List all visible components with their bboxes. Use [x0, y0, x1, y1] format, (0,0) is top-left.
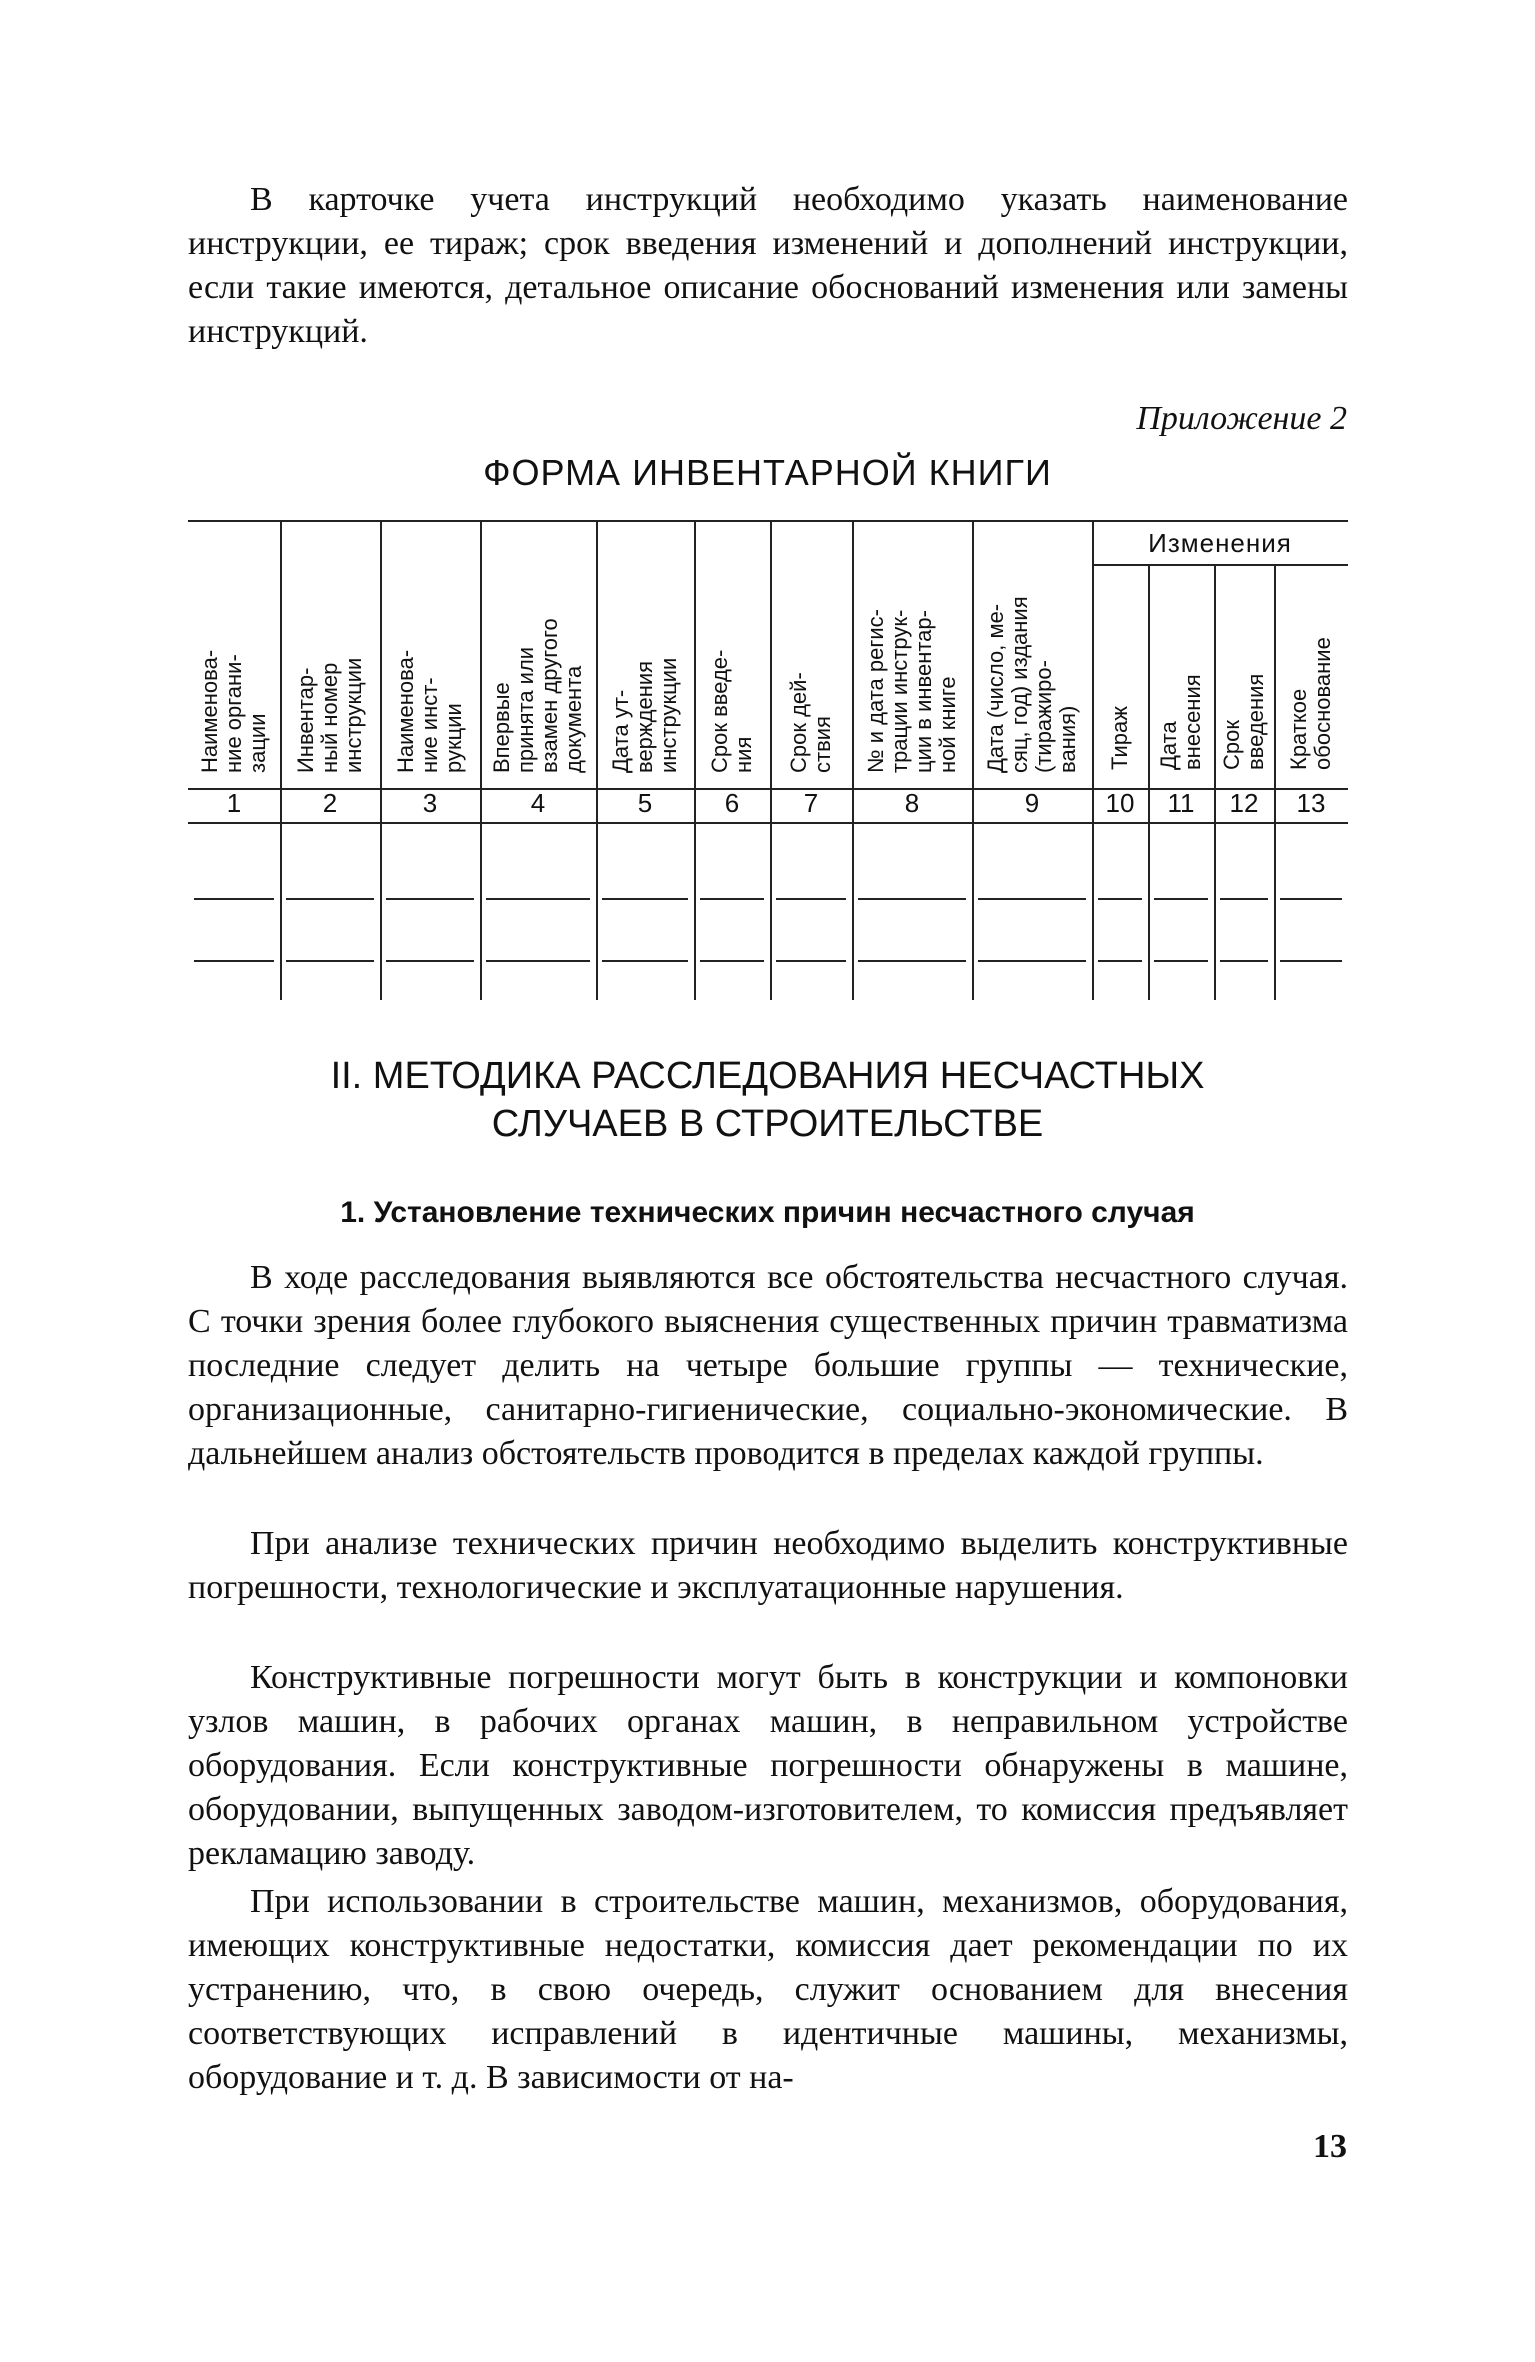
header-label: № и дата регис- трации инструк- ции в инвентар- ной книге — [863, 609, 960, 773]
blank-row-dash — [1098, 898, 1142, 900]
group-header-changes: Изменения — [1148, 528, 1292, 558]
blank-row-dash — [1220, 960, 1268, 962]
blank-row-dash — [386, 898, 474, 900]
header-label: Срок введения — [1219, 673, 1268, 770]
intro-paragraph: В карточке учета инструкций необходимо указать наименование инструкции, ее тираж; срок введения изменений и дополнений инструкции, если такие имеются, детальное описание обоснований изменения или замены инструкций. — [188, 181, 1348, 350]
header-label: Срок введе- ния — [707, 649, 756, 773]
blank-row-dash — [1154, 960, 1208, 962]
header-label: Тираж — [1107, 706, 1132, 770]
body-paragraph-3: Конструктивные погрешности могут быть в конструкции и компоновки узлов машин, в рабочих органах машин, в неправильном устройстве оборудования. Если конструктивные погрешности обнаружены в машине, оборудовании, выпущенных заводом-изготовителем, то комиссия предъявляет рекламацию заводу. — [188, 1659, 1348, 1872]
header-label: Дата ут- верждения инструкции — [608, 657, 681, 773]
section-title-line-1: II. МЕТОДИКА РАССЛЕДОВАНИЯ НЕСЧАСТНЫХ — [330, 1055, 1205, 1097]
section-title-line-2: СЛУЧАЕВ В СТРОИТЕЛЬСТВЕ — [491, 1103, 1044, 1145]
appendix-label: Приложение 2 — [1136, 400, 1347, 437]
inventory-book-table — [188, 520, 1348, 1000]
blank-row-dash — [286, 960, 374, 962]
blank-row-dash — [978, 898, 1086, 900]
header-label: Дата внесения — [1156, 674, 1205, 770]
column-number: 2 — [322, 788, 338, 818]
column-number: 13 — [1296, 788, 1326, 818]
column-number: 9 — [1024, 788, 1040, 818]
body-paragraph-4: При использовании в строительстве машин, механизмов, оборудования, имеющих конструктивные недостатки, комиссия дает рекомендации по их устранению, что, в свою очередь, служит основанием для внесения соответствующих исправлений в идентичные машины, механизмы, оборудование и т. д. В зависимости от на- — [188, 1883, 1348, 2096]
header-label: Наименова- ние инст- рукции — [393, 649, 466, 773]
subsection-title: 1. Установление технических причин несчастного случая — [340, 1196, 1195, 1229]
body-paragraph-2: При анализе технических причин необходимо выделить конструктивные погрешности, технологические и эксплуатационные нарушения. — [188, 1525, 1348, 1606]
header-cell — [972, 522, 1092, 774]
page-number: 13 — [1313, 2128, 1347, 2165]
column-number: 6 — [724, 788, 740, 818]
header-cell — [480, 522, 596, 774]
column-number: 7 — [803, 788, 819, 818]
header-cell — [852, 522, 972, 774]
header-label: Впервые принята или взамен другого документа — [489, 618, 586, 773]
header-cell — [380, 522, 480, 774]
section-title — [0, 1052, 1535, 1148]
column-number: 8 — [904, 788, 920, 818]
blank-row-dash — [602, 960, 688, 962]
column-number: 1 — [226, 788, 242, 818]
header-cell — [1148, 566, 1214, 774]
header-label: Наименова- ние органи- зации — [197, 649, 270, 773]
blank-row-dash — [776, 898, 846, 900]
blank-row-dash — [858, 960, 966, 962]
blank-row-dash — [1154, 898, 1208, 900]
blank-row-dash — [1098, 960, 1142, 962]
header-label: Инвентар- ный номер инструкции — [293, 657, 366, 773]
column-number: 3 — [422, 788, 438, 818]
column-number: 4 — [530, 788, 546, 818]
blank-row-dash — [700, 898, 764, 900]
blank-row-dash — [1220, 898, 1268, 900]
header-cell — [1092, 566, 1148, 774]
column-number: 11 — [1167, 788, 1195, 818]
blank-row-dash — [194, 960, 274, 962]
body-paragraph-1: В ходе расследования выявляются все обстоятельства несчастного случая. С точки зрения более глубокого выяснения существенных причин травматизма последние следует делить на четыре большие группы — технические, организационные, санитарно-гигиенические, социально-экономические. В дальнейшем анализ обстоятельств проводится в пределах каждой группы. — [188, 1259, 1348, 1472]
blank-row-dash — [486, 960, 590, 962]
blank-row-dash — [700, 960, 764, 962]
header-cell — [1274, 566, 1348, 774]
header-label: Дата (число, ме- сяц, год) издания (тиражиро- вания) — [983, 596, 1080, 773]
column-number: 10 — [1105, 788, 1135, 818]
header-cell — [770, 522, 852, 774]
blank-row-dash — [386, 960, 474, 962]
form-title: ФОРМА ИНВЕНТАРНОЙ КНИГИ — [483, 452, 1052, 493]
blank-row-dash — [194, 898, 274, 900]
column-number: 5 — [637, 788, 653, 818]
header-cell — [596, 522, 694, 774]
header-label: Срок дей- ствия — [786, 672, 835, 773]
blank-row-dash — [602, 898, 688, 900]
header-cell — [188, 522, 280, 774]
blank-row-dash — [286, 898, 374, 900]
blank-row-dash — [776, 960, 846, 962]
header-cell — [1214, 566, 1274, 774]
blank-row-dash — [978, 960, 1086, 962]
header-cell — [694, 522, 770, 774]
header-label: Краткое обоснование — [1286, 637, 1335, 770]
blank-row-dash — [858, 898, 966, 900]
blank-row-dash — [1280, 898, 1342, 900]
header-cell — [280, 522, 380, 774]
column-number: 12 — [1229, 788, 1259, 818]
blank-row-dash — [486, 898, 590, 900]
table-number-rule — [188, 822, 1348, 824]
blank-row-dash — [1280, 960, 1342, 962]
